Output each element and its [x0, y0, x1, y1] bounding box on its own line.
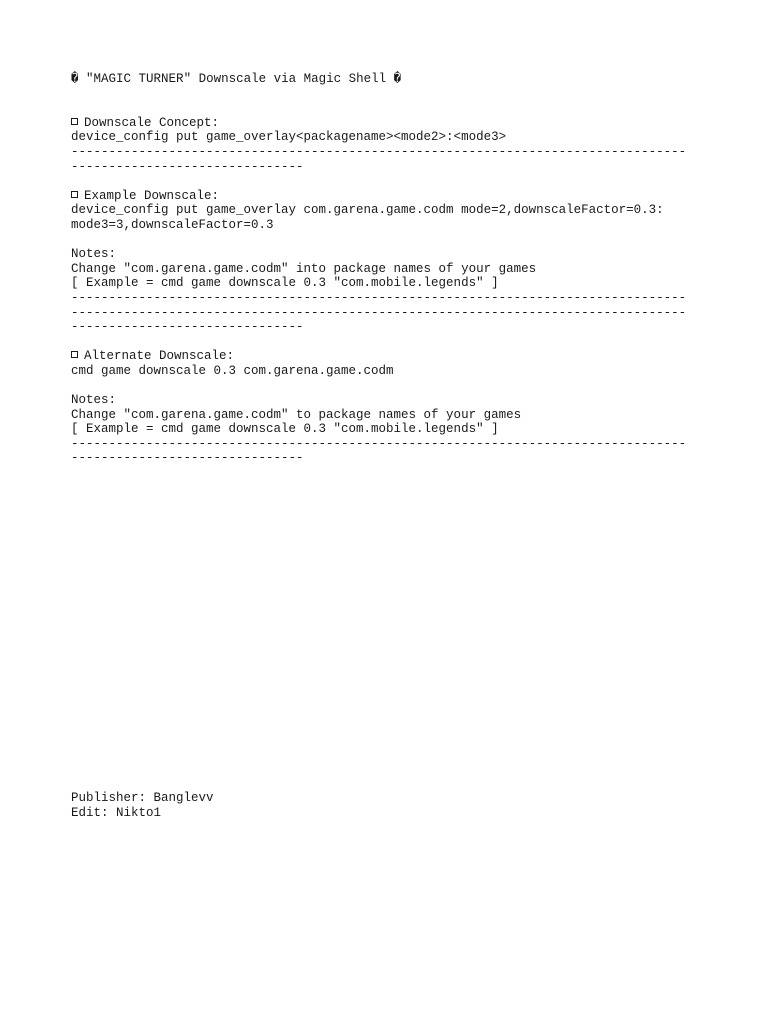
concept-command: device_config put game_overlay<packagename><mode2>:<mode3> — [71, 130, 507, 145]
missing-glyph-icon: � — [71, 72, 79, 86]
notes-example: [ Example = cmd game downscale 0.3 "com.mobile.legends" ] — [71, 422, 499, 437]
notes-text: Change "com.garena.game.codm" into package names of your games — [71, 261, 537, 276]
divider: ---------------------------------------------------------------------------------- — [71, 144, 687, 159]
divider: ------------------------------- — [71, 320, 304, 335]
document-body — [71, 72, 711, 466]
section-heading-example: Example Downscale: — [71, 189, 711, 204]
notes-text: Change "com.garena.game.codm" to package names of your games — [71, 407, 522, 422]
document-footer — [71, 791, 214, 820]
document-title — [71, 72, 711, 87]
divider: ------------------------------- — [71, 159, 304, 174]
alternate-command: cmd game downscale 0.3 com.garena.game.codm — [71, 363, 394, 378]
bullet-box-icon — [71, 191, 78, 198]
notes-label: Notes: — [71, 393, 117, 408]
notes-label: Notes: — [71, 247, 117, 262]
divider: ------------------------------- — [71, 451, 304, 466]
section-heading-concept: Downscale Concept: — [71, 116, 711, 131]
example-command-line1: device_config put game_overlay com.garena.game.codm mode=2,downscaleFactor=0.3: — [71, 203, 664, 218]
divider: ---------------------------------------------------------------------------------- — [71, 436, 687, 451]
divider: ---------------------------------------------------------------------------------- — [71, 305, 687, 320]
missing-glyph-icon: � — [393, 72, 402, 86]
section-heading-alternate: Alternate Downscale: — [71, 349, 711, 364]
publisher-credit: Publisher: Banglevv — [71, 791, 214, 805]
divider: ---------------------------------------------------------------------------------- — [71, 290, 687, 305]
notes-example: [ Example = cmd game downscale 0.3 "com.mobile.legends" ] — [71, 276, 499, 291]
bullet-box-icon — [71, 351, 78, 358]
bullet-box-icon — [71, 118, 78, 125]
title-text: "MAGIC TURNER" Downscale via Magic Shell — [86, 72, 387, 86]
edit-credit: Edit: Nikto1 — [71, 805, 162, 820]
example-command-line2: mode3=3,downscaleFactor=0.3 — [71, 217, 274, 232]
